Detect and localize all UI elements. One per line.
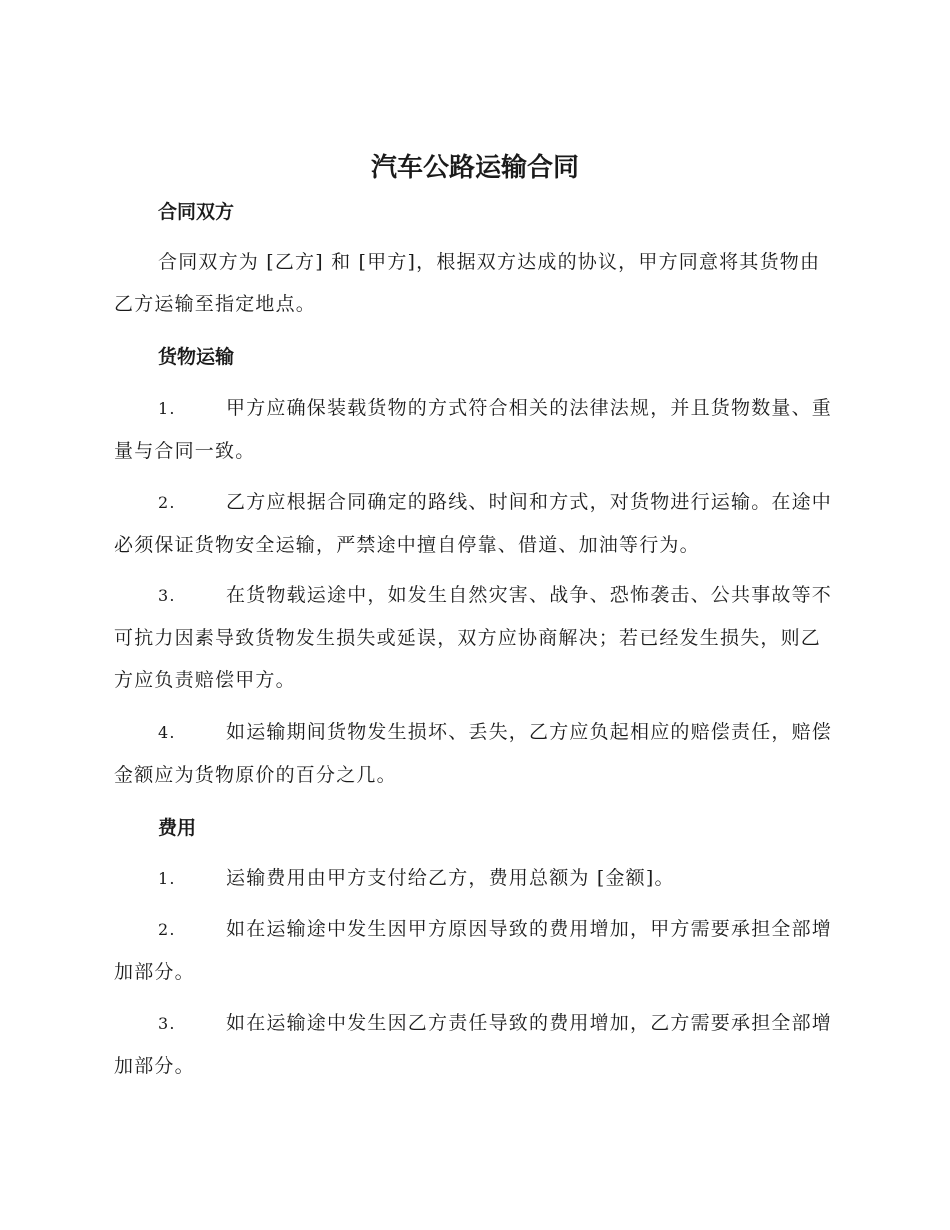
- list-item-number: 3.: [158, 1014, 176, 1033]
- parties-paragraph: 合同双方为 [乙方] 和 [甲方]，根据双方达成的协议，甲方同意将其货物由乙方运输至指定地点。: [114, 251, 821, 315]
- list-item: [114, 1002, 836, 1087]
- list-item-text: 如运输期间货物发生损坏、丢失，乙方应负起相应的赔偿责任，赔偿金额应为货物原价的百分之几。: [114, 721, 833, 786]
- list-item-text: 如在运输途中发生因乙方责任导致的费用增加，乙方需要承担全部增加部分。: [114, 1012, 833, 1077]
- list-item: [114, 711, 836, 796]
- list-item-text: 如在运输途中发生因甲方原因导致的费用增加，甲方需要承担全部增加部分。: [114, 918, 833, 983]
- list-item-number: 2.: [158, 493, 176, 512]
- list-item: [114, 857, 836, 900]
- list-item-number: 1.: [158, 399, 176, 418]
- list-item: [114, 908, 836, 993]
- list-item-text: 乙方应根据合同确定的路线、时间和方式，对货物进行运输。在途中必须保证货物安全运输，严禁途中擅自停靠、借道、加油等行为。: [114, 491, 833, 556]
- section-heading-cargo: 货物运输: [158, 346, 235, 368]
- list-item-text: 甲方应确保装载货物的方式符合相关的法律法规，并且货物数量、重量与合同一致。: [114, 397, 833, 462]
- list-item: [114, 387, 836, 472]
- list-item-number: 4.: [158, 723, 176, 742]
- section-heading-parties: 合同双方: [158, 201, 235, 223]
- list-item-text: 在货物载运途中，如发生自然灾害、战争、恐怖袭击、公共事故等不可抗力因素导致货物发生损失或延误，双方应协商解决；若已经发生损失，则乙方应负责赔偿甲方。: [114, 584, 833, 691]
- list-item-number: 1.: [158, 869, 176, 888]
- list-item-text: 运输费用由甲方支付给乙方，费用总额为 [金额]。: [226, 867, 675, 889]
- list-item-number: 3.: [158, 586, 176, 605]
- list-item-number: 2.: [158, 920, 176, 939]
- document-title: 汽车公路运输合同: [370, 153, 579, 183]
- list-item: [114, 574, 836, 701]
- section-heading-fees: 费用: [158, 817, 197, 839]
- list-item: [114, 481, 836, 566]
